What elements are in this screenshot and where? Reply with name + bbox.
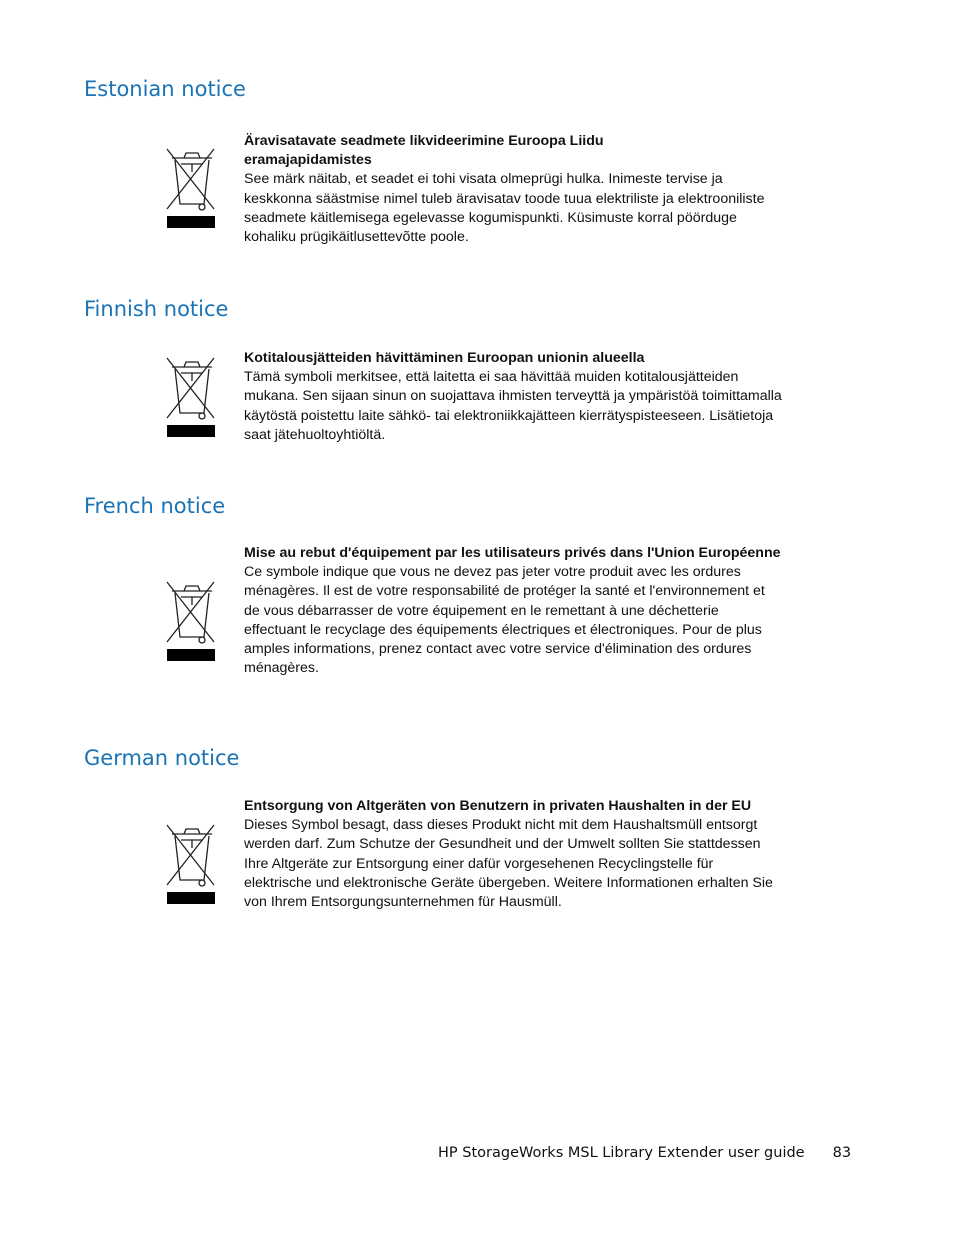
notice-title: Mise au rebut d'équipement par les utilisateurs privés dans l'Union Européenne [244,545,781,561]
section-heading-finnish: Finnish notice [84,297,229,321]
section-heading-german: German notice [84,746,240,770]
notice-body: Ce symbole indique que vous ne devez pas jeter votre produit avec les ordures ménagères. Il est de votre responsabilité de protéger la santé et l'environnement et de vous débarrasser de votre équipement en le remettant à une déchetterie effectuant le recyclage des équipements électriques et électroniques. Pour de plus amples informations, prenez contact avec votre service d'élimination des ordures ménagères. [244,564,765,677]
notice-title: Entsorgung von Altgeräten von Benutzern in privaten Haushalten in der EU [244,798,752,814]
notice-body: See märk näitab, et seadet ei tohi visata olmeprügi hulka. Inimeste tervise ja keskkonna säästmise nimel tuleb äravisatav toode tuua elektriliste ja elektrooniliste seadmete käitlemisega egelevasse kogumispunkti. Küsimuste korral pöörduge kohaliku prügikäitlusettevõtte poole. [244,171,765,246]
page-footer [438,1143,851,1163]
notice-french [244,544,784,678]
footer-guide-title: HP StorageWorks MSL Library Extender user guide [438,1145,805,1161]
notice-german [244,797,784,912]
weee-bin-icon [164,822,218,902]
notice-estonian [244,132,784,247]
weee-bin-icon [164,146,218,226]
weee-bin-icon [164,355,218,435]
notice-title: Kotitalousjätteiden hävittäminen Euroopan unionin alueella [244,350,645,366]
notice-body: Tämä symboli merkitsee, että laitetta ei saa hävittää muiden kotitalousjätteiden mukana. Sen sijaan sinun on suojattava ihmisten terveyttä ja ympäristöä toimittamalla käytöstä poistettu laite sähkö- tai elektroniikkajätteen kierrätyspisteeseen. Lisätietoja saat jätehuoltoyhtiöltä. [244,369,782,443]
notice-title: Äravisatavate seadmete likvideerimine Euroopa Liidu eramajapidamistes [244,133,604,169]
weee-bin-icon [164,579,218,659]
section-heading-french: French notice [84,494,226,518]
notice-body: Dieses Symbol besagt, dass dieses Produkt nicht mit dem Haushaltsmüll entsorgt werden darf. Zum Schutze der Gesundheit und der Umwelt sollten Sie stattdessen Ihre Altgeräte zur Entsorgung einer dafür vorgesehenen Recyclingstelle für elektrische und elektronische Geräte übergeben. Weitere Informationen erhalten Sie von Ihrem Entsorgungsunternehmen für Hausmüll. [244,817,773,911]
page-number: 83 [832,1145,852,1161]
notice-finnish [244,349,784,445]
section-heading-estonian: Estonian notice [84,77,246,101]
